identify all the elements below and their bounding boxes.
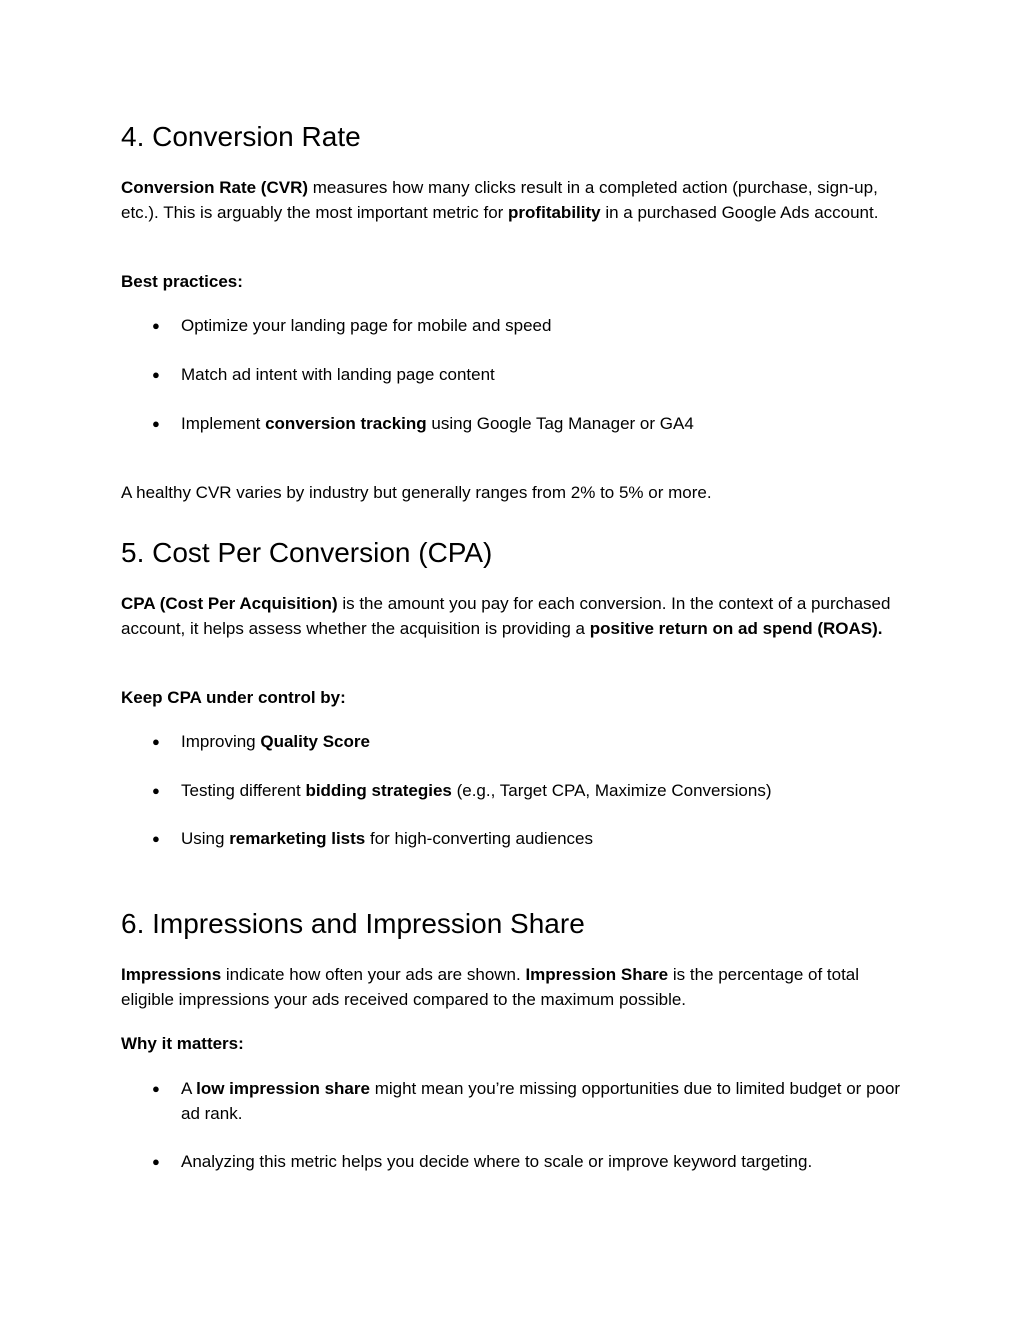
section-subheading: Why it matters: bbox=[121, 1034, 244, 1053]
list-item bbox=[121, 730, 911, 755]
intro-text: indicate how often your ads are shown. bbox=[221, 965, 526, 984]
bullet-icon: ● bbox=[152, 416, 160, 431]
bullet-icon: ● bbox=[152, 1154, 160, 1169]
intro-bold-term: positive return on ad spend (ROAS). bbox=[589, 618, 883, 638]
list-item-bold: low impression share bbox=[196, 1079, 370, 1098]
list-item bbox=[121, 1150, 911, 1175]
list-item-text: Match ad intent with landing page content bbox=[181, 365, 495, 384]
list-item-text: Implement bbox=[181, 414, 266, 433]
list-item bbox=[121, 314, 911, 339]
section-intro bbox=[121, 176, 911, 225]
section-heading: 5. Cost Per Conversion (CPA) bbox=[121, 537, 493, 568]
list-item-text: might mean you’re missing opportunities due to limited budget or poor ad rank. bbox=[181, 1079, 901, 1123]
section-intro bbox=[121, 592, 911, 641]
bullet-icon: ● bbox=[152, 831, 160, 846]
section-subheading: Best practices: bbox=[121, 272, 243, 291]
intro-bold-term: Conversion Rate (CVR) bbox=[121, 178, 309, 197]
intro-text: is the percentage of total eligible impressions your ads received compared to the maximum possible. bbox=[121, 965, 860, 1009]
list-item-bold: remarketing lists bbox=[229, 829, 366, 848]
intro-text: is the amount you pay for each conversion. In the context of a purchased account, it helps assess whether the acquisition is providing a bbox=[121, 594, 891, 638]
list-item-bold: conversion tracking bbox=[265, 414, 427, 433]
list-item-text: Improving bbox=[181, 732, 261, 751]
list-item-text: Optimize your landing page for mobile and speed bbox=[181, 316, 552, 335]
list-item-text: Testing different bbox=[181, 781, 306, 800]
intro-bold-term: Impression Share bbox=[525, 965, 669, 984]
bullet-icon: ● bbox=[152, 1081, 160, 1096]
list-item-text: Using bbox=[181, 829, 230, 848]
bullet-icon: ● bbox=[152, 783, 160, 798]
list-item bbox=[121, 363, 911, 388]
intro-bold-term: CPA (Cost Per Acquisition) bbox=[121, 594, 338, 613]
list-item-text: using Google Tag Manager or GA4 bbox=[426, 414, 694, 433]
section-heading: 6. Impressions and Impression Share bbox=[121, 908, 585, 939]
list-item bbox=[121, 827, 911, 852]
bullet-icon: ● bbox=[152, 318, 160, 333]
bullet-icon: ● bbox=[152, 734, 160, 749]
list-item bbox=[121, 412, 911, 437]
list-item-bold: bidding strategies bbox=[305, 781, 452, 800]
section-subheading: Keep CPA under control by: bbox=[121, 688, 346, 707]
list-item-text: A bbox=[181, 1079, 197, 1098]
list-item bbox=[121, 1077, 911, 1126]
list-item bbox=[121, 779, 911, 804]
section-intro bbox=[121, 963, 911, 1012]
list-item-text: (e.g., Target CPA, Maximize Conversions) bbox=[451, 781, 772, 800]
bullet-icon: ● bbox=[152, 367, 160, 382]
intro-bold-term: profitability bbox=[508, 202, 601, 222]
intro-text: in a purchased Google Ads account. bbox=[600, 202, 879, 222]
section-closing: A healthy CVR varies by industry but generally ranges from 2% to 5% or more. bbox=[121, 483, 712, 502]
list-item-bold: Quality Score bbox=[260, 732, 370, 751]
intro-text: measures how many clicks result in a completed action (purchase, sign-up, etc.). This is arguably the most important metric for bbox=[121, 178, 878, 222]
list-item-text: for high-converting audiences bbox=[365, 829, 593, 848]
intro-bold-term: Impressions bbox=[121, 965, 222, 984]
list-item-text: Analyzing this metric helps you decide where to scale or improve keyword targeting. bbox=[181, 1152, 813, 1171]
section-heading: 4. Conversion Rate bbox=[121, 121, 361, 152]
